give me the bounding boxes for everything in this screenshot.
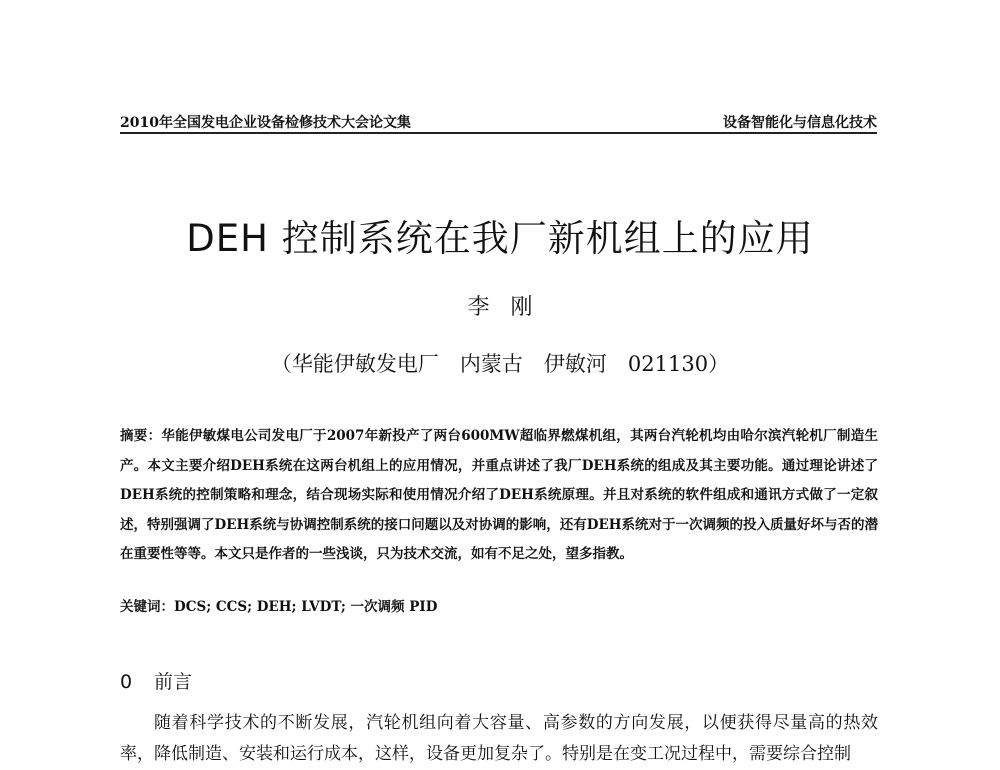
- keywords-label: 关键词：: [120, 599, 174, 615]
- section-number: 0: [120, 671, 133, 693]
- running-header: [120, 112, 877, 134]
- header-rule: [120, 132, 877, 134]
- abstract: [120, 422, 878, 570]
- paper-title: DEH 控制系统在我厂新机组上的应用: [186, 217, 814, 260]
- abstract-label: 摘要：: [120, 428, 162, 444]
- author-affiliation: （华能伊敏发电厂 内蒙古 伊敏河 021130）: [270, 352, 730, 376]
- abstract-text: 华能伊敏煤电公司发电厂于2007年新投产了两台600MW超临界燃煤机组，其两台汽轮机均由哈尔滨汽轮机厂制造生产。本文主要介绍DEH系统在这两台机组上的应用情况，并重点讲述了我厂DEH系统的组成及其主要功能。通过理论讲述了DEH系统的控制策略和理念，结合现场实际和使用情况介绍了DEH系统原理。并且对系统的软件组成和通讯方式做了一定叙述，特别强调了DEH系统与协调控制系统的接口问题以及对协调的影响，还有DEH系统对于一次调频的投入质量好坏与否的潜在重要性等等。本文只是作者的一些浅谈，只为技术交流，如有不足之处，望多指教。: [120, 428, 879, 562]
- keywords: [120, 595, 878, 615]
- section-heading: [120, 667, 192, 694]
- author-name: 李 刚: [467, 295, 533, 320]
- section-title: 前言: [154, 671, 193, 693]
- running-header-left: 2010年全国发电企业设备检修技术大会论文集: [120, 115, 411, 131]
- running-header-right: 设备智能化与信息化技术: [723, 115, 877, 131]
- keywords-text: DCS; CCS; DEH; LVDT; 一次调频 PID: [174, 599, 438, 615]
- body-paragraph: 随着科学技术的不断发展，汽轮机组向着大容量、高参数的方向发展，以便获得尽量高的热效率，降低制造、安装和运行成本，这样，设备更加复杂了。特别是在变工况过程中，需要综合控制: [120, 713, 878, 764]
